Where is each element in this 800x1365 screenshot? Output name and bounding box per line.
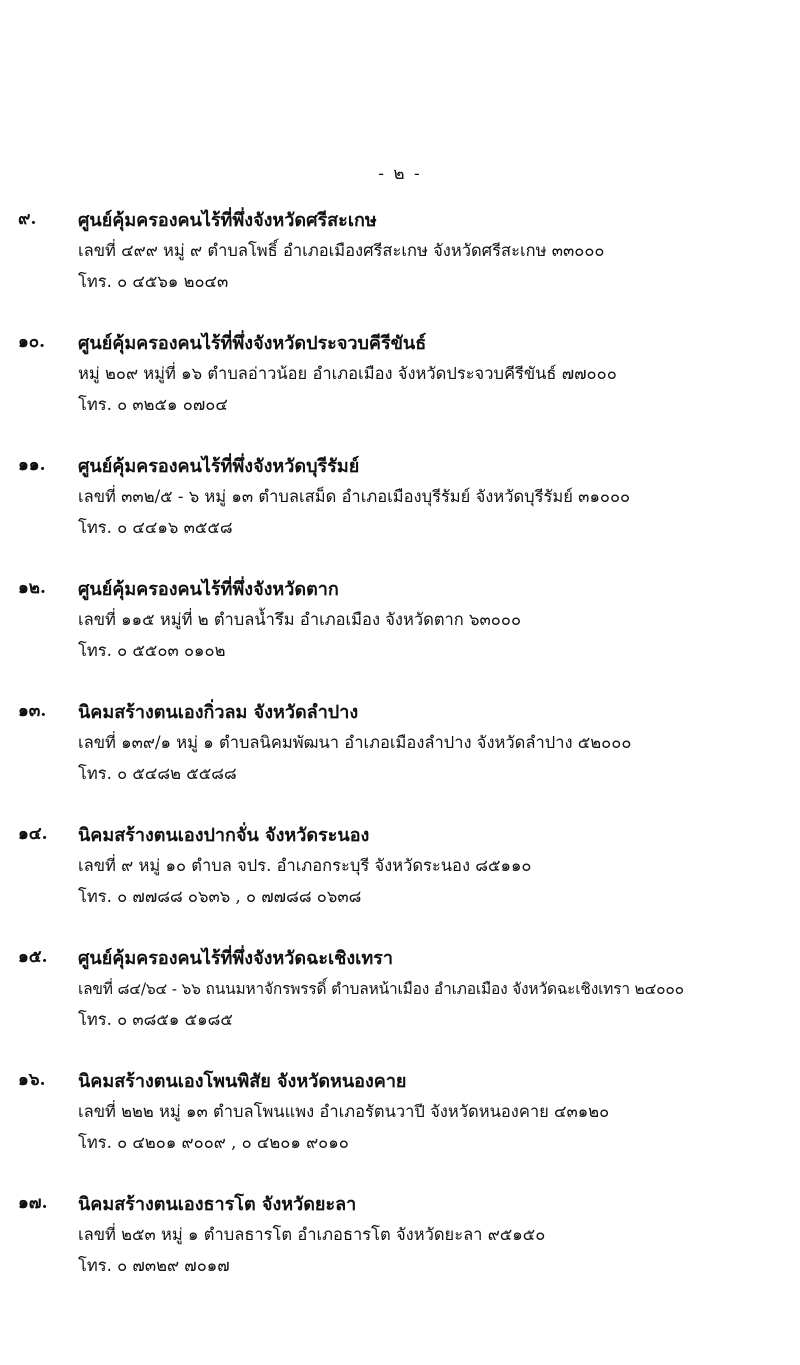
- directory-entry: [0, 1189, 800, 1312]
- entry-number: ๑๗.: [18, 1193, 48, 1213]
- directory-entry: [0, 574, 800, 697]
- entry-title: ศูนย์คุ้มครองคนไร้ที่พึ่งจังหวัดศรีสะเกษ: [78, 210, 377, 231]
- entry-title: นิคมสร้างตนเองกิ่วลม จังหวัดลำปาง: [78, 702, 359, 723]
- entry-address: เลขที่ ๙ หมู่ ๑๐ ตำบล จปร. อำเภอกระบุรี จังหวัดระนอง ๘๕๑๑๐: [78, 856, 532, 875]
- entry-title: ศูนย์คุ้มครองคนไร้ที่พึ่งจังหวัดประจวบคีรีขันธ์: [78, 333, 427, 354]
- entry-phone: โทร. ๐ ๓๘๕๑ ๕๑๘๕: [78, 1010, 233, 1029]
- entry-phone: โทร. ๐ ๕๔๘๒ ๕๕๘๘: [78, 764, 237, 783]
- entry-address: เลขที่ ๘๔/๖๔ - ๖๖ ถนนมหาจักรพรรดิ์ ตำบลหน้าเมือง อำเภอเมือง จังหวัดฉะเชิงเทรา ๒๔๐๐๐: [78, 980, 684, 998]
- entry-phone: โทร. ๐ ๔๔๑๖ ๓๕๕๘: [78, 518, 233, 537]
- directory-entry: [0, 205, 800, 328]
- entry-phone: โทร. ๐ ๗๗๘๘ ๐๖๓๖ , ๐ ๗๗๘๘ ๐๖๓๘: [78, 887, 362, 906]
- entry-title: นิคมสร้างตนเองปากจั่น จังหวัดระนอง: [78, 825, 370, 846]
- entry-address: เลขที่ ๑๓๙/๑ หมู่ ๑ ตำบลนิคมพัฒนา อำเภอเมืองลำปาง จังหวัดลำปาง ๕๒๐๐๐: [78, 733, 632, 752]
- entry-phone: โทร. ๐ ๔๒๐๑ ๙๐๐๙ , ๐ ๔๒๐๑ ๙๐๑๐: [78, 1133, 349, 1152]
- directory-entry: [0, 697, 800, 820]
- entry-address: หมู่ ๒๐๙ หมู่ที่ ๑๖ ตำบลอ่าวน้อย อำเภอเมือง จังหวัดประจวบคีรีขันธ์ ๗๗๐๐๐: [78, 364, 617, 383]
- entry-number: ๑๑.: [18, 455, 46, 475]
- entry-address: เลขที่ ๒๕๓ หมู่ ๑ ตำบลธารโต อำเภอธารโต จังหวัดยะลา ๙๕๑๕๐: [78, 1225, 546, 1244]
- directory-list: [0, 205, 800, 1312]
- entry-address: เลขที่ ๔๙๙ หมู่ ๙ ตำบลโพธิ์ อำเภอเมืองศรีสะเกษ จังหวัดศรีสะเกษ ๓๓๐๐๐: [78, 241, 605, 260]
- entry-address: เลขที่ ๒๒๒ หมู่ ๑๓ ตำบลโพนแพง อำเภอรัตนวาปี จังหวัดหนองคาย ๔๓๑๒๐: [78, 1102, 610, 1121]
- entry-title: ศูนย์คุ้มครองคนไร้ที่พึ่งจังหวัดตาก: [78, 579, 339, 600]
- entry-title: ศูนย์คุ้มครองคนไร้ที่พึ่งจังหวัดบุรีรัมย์: [78, 456, 360, 477]
- entry-number: ๑๒.: [18, 578, 46, 598]
- entry-title: นิคมสร้างตนเองธารโต จังหวัดยะลา: [78, 1194, 357, 1215]
- entry-phone: โทร. ๐ ๔๕๖๑ ๒๐๔๓: [78, 272, 229, 291]
- entry-phone: โทร. ๐ ๕๕๐๓ ๐๑๐๒: [78, 641, 226, 660]
- entry-title: นิคมสร้างตนเองโพนพิสัย จังหวัดหนองคาย: [78, 1071, 407, 1092]
- directory-entry: [0, 943, 800, 1066]
- entry-phone: โทร. ๐ ๗๓๒๙ ๗๐๑๗: [78, 1256, 230, 1275]
- entry-number: ๑๕.: [18, 947, 48, 967]
- entry-phone: โทร. ๐ ๓๒๕๑ ๐๗๐๔: [78, 395, 228, 414]
- entry-title: ศูนย์คุ้มครองคนไร้ที่พึ่งจังหวัดฉะเชิงเทรา: [78, 948, 393, 969]
- entry-number: ๙.: [18, 209, 37, 229]
- entry-number: ๑๔.: [18, 824, 48, 844]
- entry-number: ๑๖.: [18, 1070, 46, 1090]
- entry-address: เลขที่ ๓๓๒/๕ - ๖ หมู่ ๑๓ ตำบลเสม็ด อำเภอเมืองบุรีรัมย์ จังหวัดบุรีรัมย์ ๓๑๐๐๐: [78, 487, 631, 506]
- directory-entry: [0, 328, 800, 451]
- directory-entry: [0, 820, 800, 943]
- entry-address: เลขที่ ๑๑๕ หมู่ที่ ๒ ตำบลน้ำรึม อำเภอเมือง จังหวัดตาก ๖๓๐๐๐: [78, 610, 522, 629]
- directory-entry: [0, 451, 800, 574]
- directory-entry: [0, 1066, 800, 1189]
- entry-number: ๑๐.: [18, 332, 46, 352]
- page-number: - ๒ -: [378, 164, 422, 184]
- entry-number: ๑๓.: [18, 701, 47, 721]
